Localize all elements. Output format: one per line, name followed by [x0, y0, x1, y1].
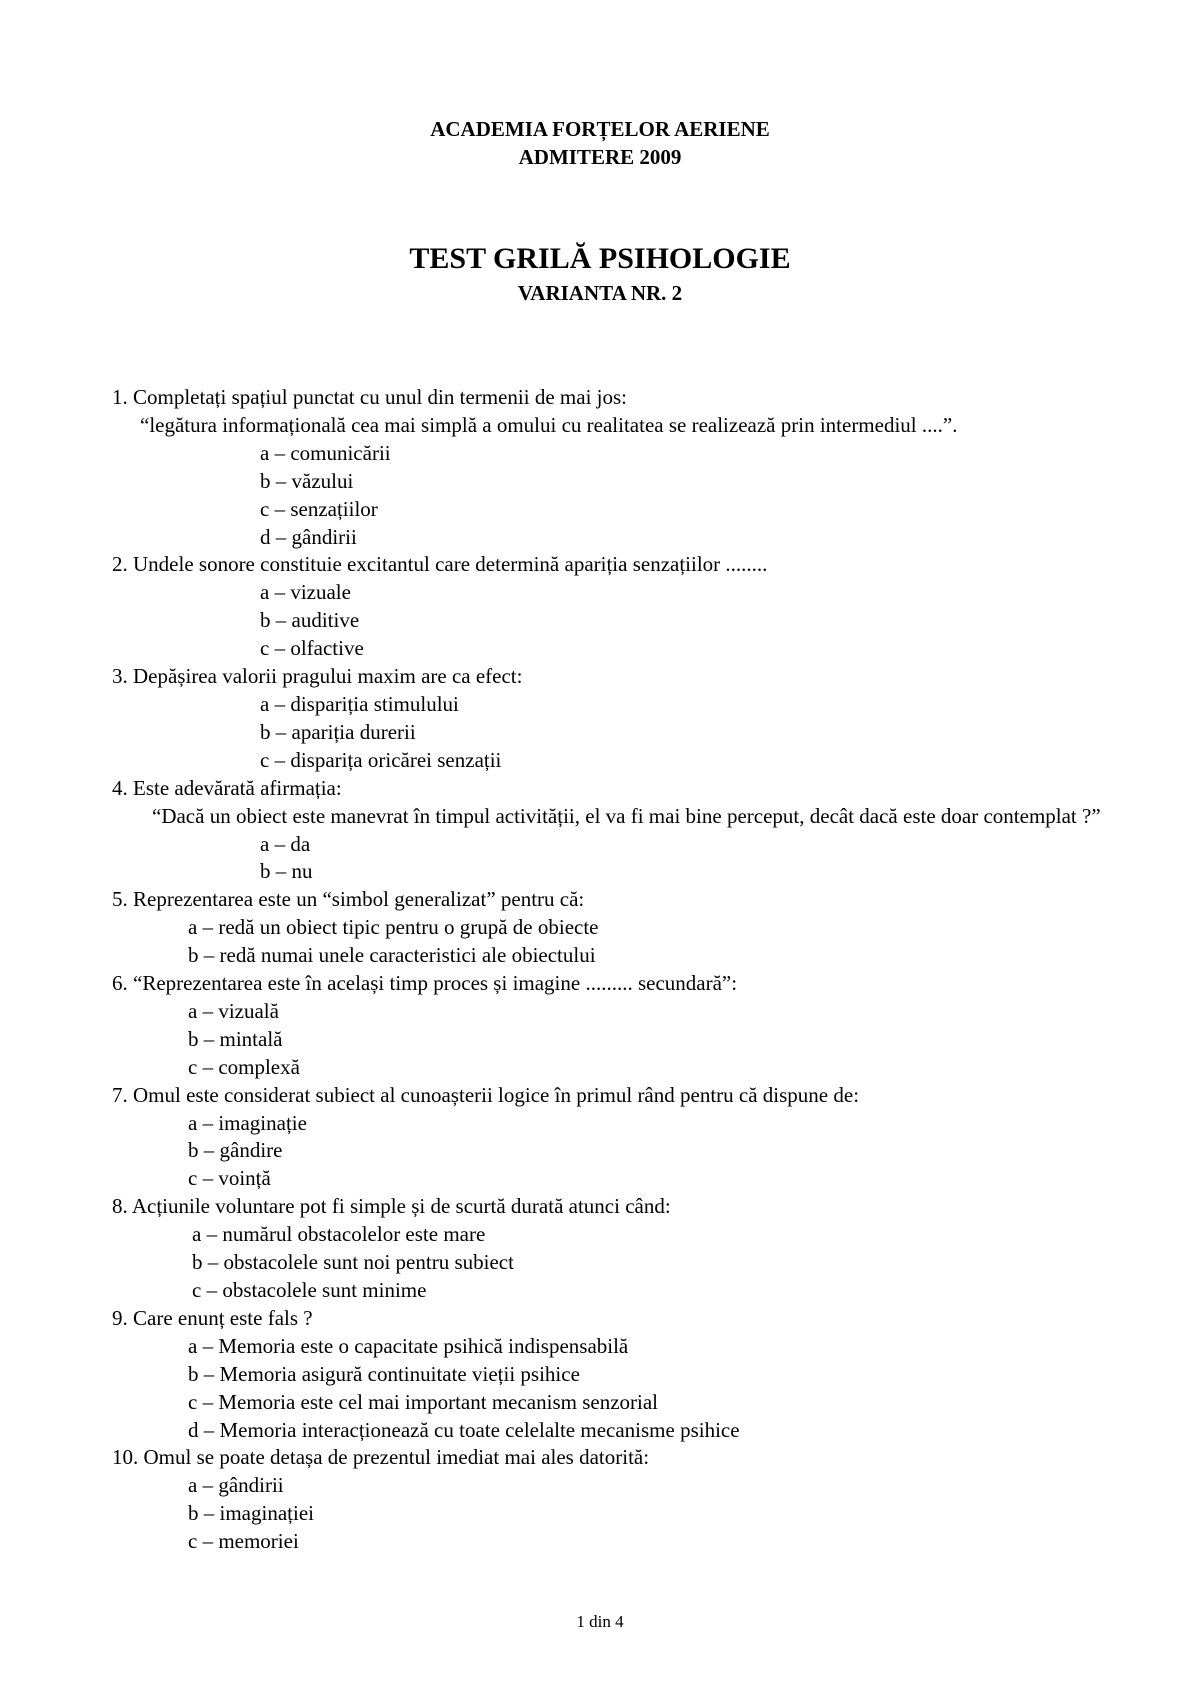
answer-option: b – obstacolele sunt noi pentru subiect — [192, 1250, 514, 1275]
question-10 — [112, 1444, 1102, 1556]
answer-option: a – vizuale — [260, 580, 351, 605]
institution-name: ACADEMIA FORȚELOR AERIENE — [430, 117, 770, 141]
question-text: 10. Omul se poate detașa de prezentul imediat mai ales datorită: — [112, 1445, 650, 1470]
question-text: 5. Reprezentarea este un “simbol generalizat” pentru că: — [112, 887, 585, 912]
answer-option: a – redă un obiect tipic pentru o grupă de obiecte — [188, 915, 599, 940]
answer-option: c – voință — [188, 1166, 271, 1191]
answer-option: a – numărul obstacolelor este mare — [192, 1222, 486, 1247]
answer-option: a – gândirii — [188, 1473, 284, 1498]
answer-option: c – complexă — [188, 1054, 300, 1079]
question-text: 8. Acțiunile voluntare pot fi simple și de scurtă durată atunci când: — [112, 1194, 671, 1219]
answer-option: b – văzului — [260, 468, 354, 493]
question-6 — [112, 970, 1102, 1082]
answer-option: c – memoriei — [188, 1529, 299, 1554]
answer-option: b – imaginației — [188, 1501, 314, 1526]
question-2 — [112, 551, 1102, 663]
question-9 — [112, 1305, 1102, 1445]
answer-option: b – redă numai unele caracteristici ale obiectului — [188, 943, 596, 968]
title-block — [0, 240, 1200, 307]
question-text: 1. Completați spațiul punctat cu unul din termenii de mai jos: — [112, 385, 627, 409]
question-text: 7. Omul este considerat subiect al cunoașterii logice în primul rând pentru că dispune de: — [112, 1082, 860, 1107]
answer-option: b – gândire — [188, 1138, 283, 1163]
answer-option: a – vizuală — [188, 998, 279, 1023]
answer-option: a – Memoria este o capacitate psihică indispensabilă — [188, 1333, 629, 1358]
answer-option: a – imaginație — [188, 1110, 307, 1135]
answer-option: c – obstacolele sunt minime — [192, 1278, 427, 1302]
answer-option: c – senzațiilor — [260, 496, 378, 521]
question-8 — [112, 1193, 1102, 1305]
question-text: 4. Este adevărată afirmația: — [112, 775, 342, 800]
admission-year: ADMITERE 2009 — [518, 145, 682, 169]
questions-list — [112, 384, 1102, 1556]
answer-option: a – da — [260, 831, 311, 856]
question-1 — [112, 384, 1102, 551]
answer-option: a – dispariția stimulului — [260, 691, 459, 716]
answer-option: b – auditive — [260, 608, 360, 633]
test-title: TEST GRILĂ PSIHOLOGIE — [409, 242, 791, 275]
question-text: 2. Undele sonore constituie excitantul care determină apariția senzațiilor ........ — [112, 552, 768, 577]
question-4 — [112, 775, 1102, 887]
question-quote: “Dacă un obiect este manevrat în timpul activității, el va fi mai bine perceput, decât dacă este doar contemplat ?” — [152, 803, 1101, 828]
answer-option: b – nu — [260, 859, 313, 884]
answer-option: b – Memoria asigură continuitate vieții psihice — [188, 1361, 580, 1386]
question-3 — [112, 663, 1102, 775]
answer-option: c – disparița oricărei senzații — [260, 747, 502, 772]
document-header — [0, 115, 1200, 171]
question-text: 3. Depășirea valorii pragului maxim are ca efect: — [112, 664, 523, 689]
answer-option: a – comunicării — [260, 440, 391, 465]
question-5 — [112, 886, 1102, 970]
answer-option: b – apariția durerii — [260, 719, 416, 744]
answer-option: c – Memoria este cel mai important mecanism senzorial — [188, 1389, 658, 1414]
question-text: 9. Care enunț este fals ? — [112, 1305, 313, 1330]
answer-option: b – mintală — [188, 1026, 283, 1051]
question-text: 6. “Reprezentarea este în același timp proces și imagine ......... secundară”: — [112, 971, 738, 996]
variant-label: VARIANTA NR. 2 — [517, 281, 683, 305]
question-quote: “legătura informațională cea mai simplă a omului cu realitatea se realizează prin intermediul ....”. — [140, 412, 958, 437]
answer-option: d – Memoria interacționează cu toate celelalte mecanisme psihice — [188, 1417, 740, 1442]
answer-option: d – gândirii — [260, 524, 357, 549]
page-number: 1 din 4 — [576, 1612, 624, 1631]
answer-option: c – olfactive — [260, 636, 364, 661]
question-7 — [112, 1082, 1102, 1194]
